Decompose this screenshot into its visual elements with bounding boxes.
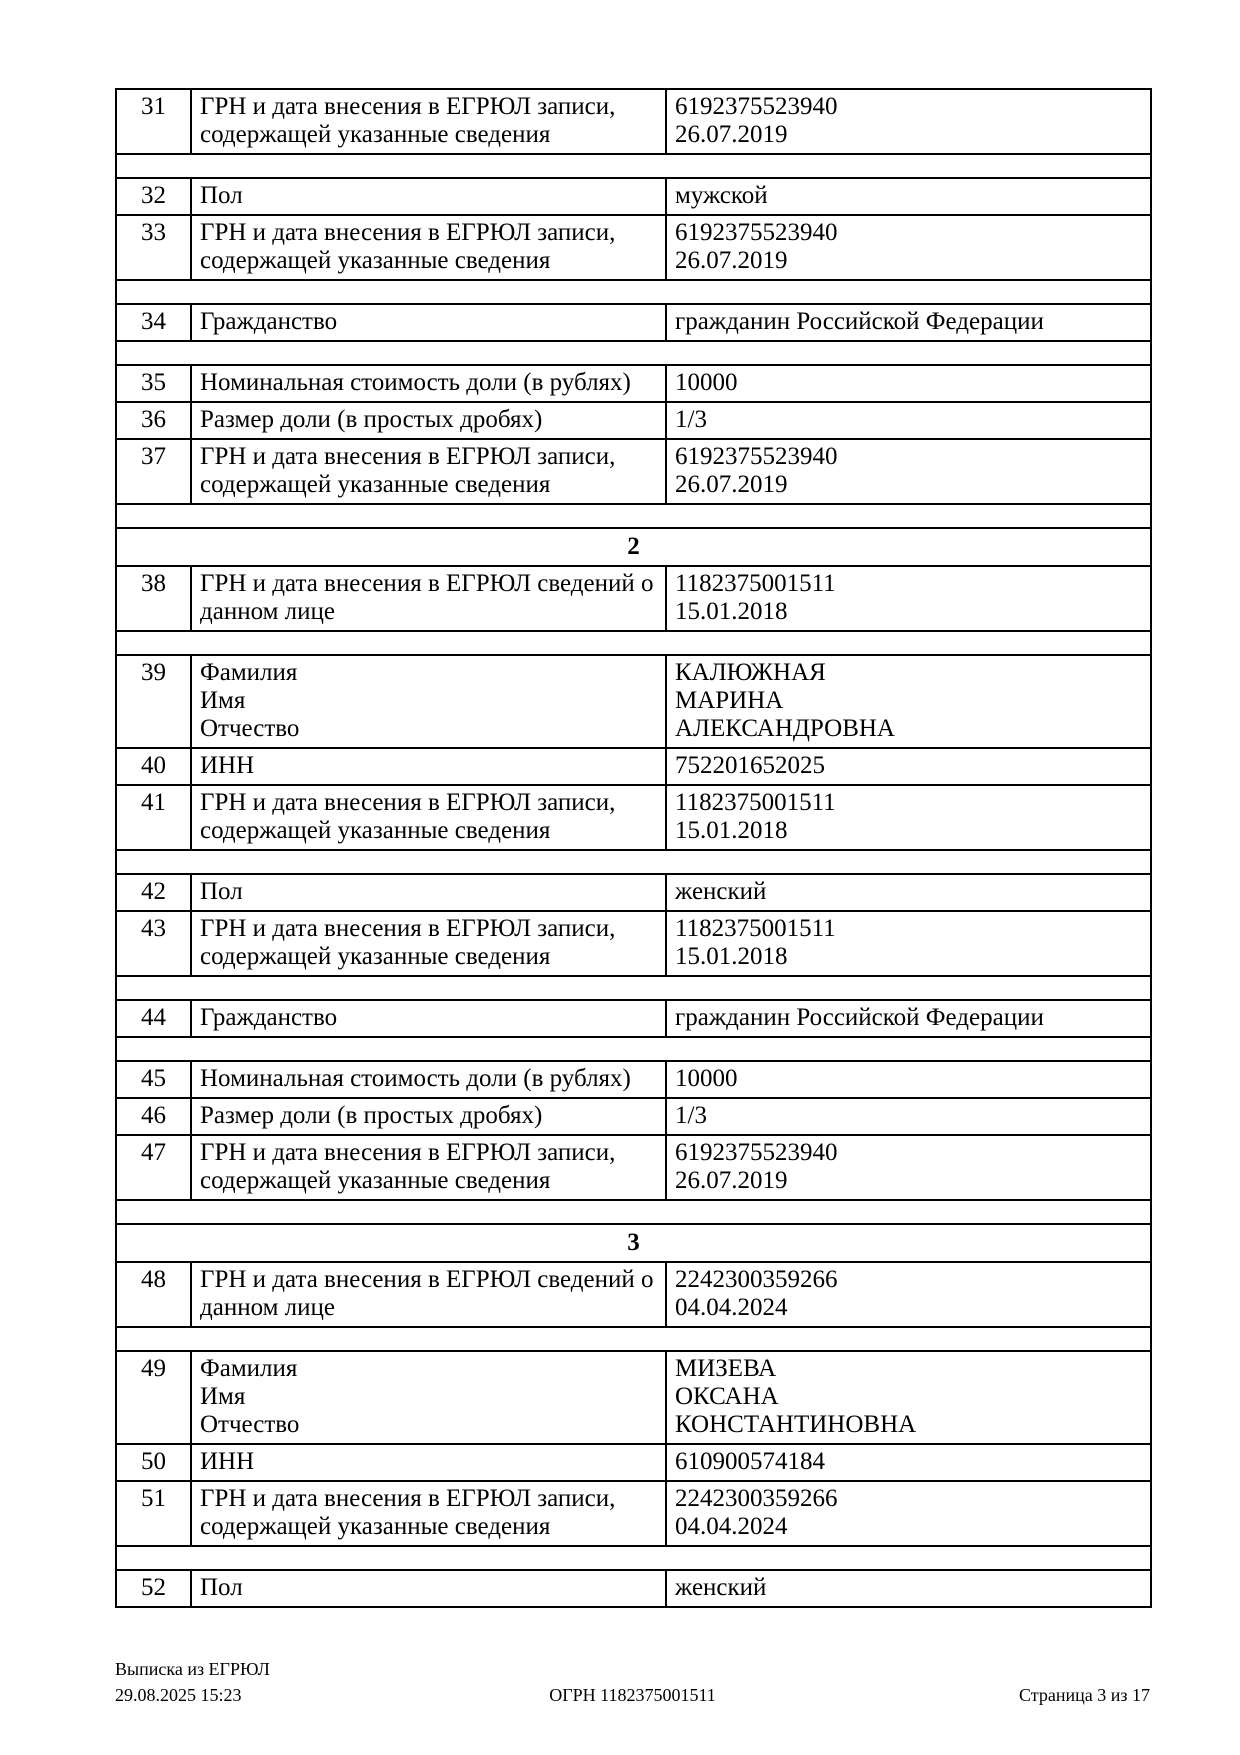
egrul-table-body [116,89,1151,1607]
field-label-line: Пол [200,182,243,209]
spacer-row [116,976,1151,1000]
field-label-line: содержащей указанные сведения [200,1513,551,1540]
field-label-line: Пол [200,878,243,905]
spacer-row [116,631,1151,655]
spacer-cell [116,976,1151,1000]
ogrn-footer: ОГРН 1182375001511 [549,1685,716,1705]
row-number: 34 [116,304,191,341]
table-row [116,1351,1151,1444]
field-value [666,911,1151,976]
field-value [666,1061,1151,1098]
row-number: 47 [116,1135,191,1200]
field-value-line: 1182375001511 [675,789,836,816]
spacer-cell [116,341,1151,365]
egrul-table [115,88,1152,1608]
field-label [191,1481,666,1546]
spacer-cell [116,1327,1151,1351]
field-label-line: Размер доли (в простых дробях) [200,406,543,433]
field-value-line: КОНСТАНТИНОВНА [675,1411,917,1438]
field-label [191,178,666,215]
page-footer [115,1656,1150,1708]
field-label [191,1262,666,1327]
field-value-line: 1182375001511 [675,570,836,597]
field-value-line: 04.04.2024 [675,1294,788,1321]
field-value-line: 26.07.2019 [675,471,788,498]
table-row [116,1000,1151,1037]
field-label-line: содержащей указанные сведения [200,943,551,970]
table-row [116,655,1151,748]
field-label-line: Фамилия [200,659,298,686]
field-value-line: 15.01.2018 [675,943,788,970]
field-label-line: Размер доли (в простых дробях) [200,1102,543,1129]
field-label-line: содержащей указанные сведения [200,247,551,274]
field-value-line: 10000 [675,1065,738,1092]
field-value [666,89,1151,154]
field-label-line: ГРН и дата внесения в ЕГРЮЛ записи, [200,443,616,470]
field-label-line: содержащей указанные сведения [200,121,551,148]
row-number: 44 [116,1000,191,1037]
row-number: 31 [116,89,191,154]
field-value [666,1481,1151,1546]
row-number: 32 [116,178,191,215]
field-label-line: ИНН [200,1448,255,1475]
group-header-row [116,1224,1151,1262]
field-value-line: 2242300359266 [675,1485,838,1512]
row-number: 45 [116,1061,191,1098]
spacer-cell [116,631,1151,655]
field-value [666,1351,1151,1444]
field-value [666,1098,1151,1135]
field-label-line: Фамилия [200,1355,298,1382]
field-label-line: Гражданство [200,308,338,335]
field-value [666,1135,1151,1200]
table-row [116,1135,1151,1200]
table-row [116,402,1151,439]
field-value-line: АЛЕКСАНДРОВНА [675,715,895,742]
field-label [191,1098,666,1135]
field-value-line: гражданин Российской Федерации [675,308,1044,335]
field-value-line: КАЛЮЖНАЯ [675,659,826,686]
field-value [666,1262,1151,1327]
field-label-line: ГРН и дата внесения в ЕГРЮЛ записи, [200,219,616,246]
field-value-line: 1/3 [675,406,707,433]
row-number: 37 [116,439,191,504]
group-number: 2 [116,528,1151,566]
row-number: 48 [116,1262,191,1327]
field-label-line: ИНН [200,752,255,779]
field-value-line: МИЗЕВА [675,1355,777,1382]
row-number: 51 [116,1481,191,1546]
field-label-line: ГРН и дата внесения в ЕГРЮЛ записи, [200,915,616,942]
group-header-row [116,528,1151,566]
field-label-line: данном лице [200,598,335,625]
field-value-line: 15.01.2018 [675,598,788,625]
field-value-line: гражданин Российской Федерации [675,1004,1044,1031]
table-row [116,1481,1151,1546]
table-row [116,1061,1151,1098]
spacer-row [116,341,1151,365]
field-label [191,365,666,402]
table-row [116,1098,1151,1135]
field-label [191,748,666,785]
field-value-line: 6192375523940 [675,1139,838,1166]
field-label [191,439,666,504]
table-row [116,911,1151,976]
spacer-row [116,504,1151,528]
table-row [116,365,1151,402]
field-value [666,785,1151,850]
table-row [116,178,1151,215]
field-label-line: Пол [200,1574,243,1601]
field-label-line: Отчество [200,715,300,742]
table-row [116,1570,1151,1607]
field-value-line: 6192375523940 [675,93,838,120]
spacer-row [116,280,1151,304]
field-label-line: Имя [200,1383,246,1410]
row-number: 46 [116,1098,191,1135]
field-value [666,439,1151,504]
field-value-line: женский [675,1574,767,1601]
field-label [191,1444,666,1481]
spacer-row [116,154,1151,178]
field-label [191,655,666,748]
table-row [116,1262,1151,1327]
field-label-line: содержащей указанные сведения [200,471,551,498]
field-value-line: МАРИНА [675,687,784,714]
row-number: 41 [116,785,191,850]
spacer-cell [116,1037,1151,1061]
field-value [666,566,1151,631]
field-label [191,1135,666,1200]
field-value [666,1570,1151,1607]
field-label [191,1000,666,1037]
document-title: Выписка из ЕГРЮЛ [115,1659,270,1679]
field-label-line: ГРН и дата внесения в ЕГРЮЛ сведений о [200,1266,654,1293]
field-value-line: 610900574184 [675,1448,825,1475]
table-row [116,89,1151,154]
page-indicator: Страница 3 из 17 [1019,1685,1150,1705]
spacer-cell [116,504,1151,528]
field-label [191,402,666,439]
row-number: 38 [116,566,191,631]
field-label-line: Гражданство [200,1004,338,1031]
field-label-line: Отчество [200,1411,300,1438]
row-number: 52 [116,1570,191,1607]
field-value-line: 04.04.2024 [675,1513,788,1540]
field-value-line: 26.07.2019 [675,247,788,274]
table-row [116,748,1151,785]
spacer-cell [116,1546,1151,1570]
table-row [116,1444,1151,1481]
field-value-line: женский [675,878,767,905]
field-value-line: 6192375523940 [675,219,838,246]
table-row [116,439,1151,504]
field-value-line: ОКСАНА [675,1383,779,1410]
generation-timestamp: 29.08.2025 15:23 [115,1685,242,1705]
field-value-line: 6192375523940 [675,443,838,470]
field-value-line: 26.07.2019 [675,1167,788,1194]
field-value-line: 2242300359266 [675,1266,838,1293]
spacer-row [116,1037,1151,1061]
field-label-line: Номинальная стоимость доли (в рублях) [200,1065,631,1092]
field-value [666,402,1151,439]
field-value [666,1000,1151,1037]
field-label [191,911,666,976]
row-number: 35 [116,365,191,402]
row-number: 40 [116,748,191,785]
field-value [666,215,1151,280]
field-label [191,1351,666,1444]
table-row [116,566,1151,631]
table-row [116,304,1151,341]
field-label [191,874,666,911]
field-value-line: 15.01.2018 [675,817,788,844]
field-value-line: 752201652025 [675,752,825,779]
spacer-row [116,850,1151,874]
field-value [666,178,1151,215]
field-value [666,874,1151,911]
field-label [191,566,666,631]
field-value-line: 26.07.2019 [675,121,788,148]
field-value-line: мужской [675,182,768,209]
field-label [191,304,666,341]
spacer-row [116,1327,1151,1351]
field-label-line: ГРН и дата внесения в ЕГРЮЛ записи, [200,93,616,120]
row-number: 49 [116,1351,191,1444]
table-row [116,785,1151,850]
spacer-cell [116,280,1151,304]
table-row [116,874,1151,911]
row-number: 36 [116,402,191,439]
field-label-line: содержащей указанные сведения [200,1167,551,1194]
row-number: 50 [116,1444,191,1481]
field-label-line: ГРН и дата внесения в ЕГРЮЛ сведений о [200,570,654,597]
spacer-cell [116,154,1151,178]
field-label [191,215,666,280]
row-number: 39 [116,655,191,748]
row-number: 33 [116,215,191,280]
field-label-line: Номинальная стоимость доли (в рублях) [200,369,631,396]
field-label-line: данном лице [200,1294,335,1321]
spacer-row [116,1546,1151,1570]
field-label [191,1061,666,1098]
field-value [666,1444,1151,1481]
footer-info-row [115,1682,1150,1708]
field-value [666,365,1151,402]
row-number: 43 [116,911,191,976]
field-label-line: ГРН и дата внесения в ЕГРЮЛ записи, [200,789,616,816]
table-row [116,215,1151,280]
group-number: 3 [116,1224,1151,1262]
spacer-row [116,1200,1151,1224]
field-value-line: 10000 [675,369,738,396]
field-label [191,89,666,154]
field-label [191,785,666,850]
field-label [191,1570,666,1607]
field-label-line: Имя [200,687,246,714]
spacer-cell [116,850,1151,874]
spacer-cell [116,1200,1151,1224]
field-value [666,655,1151,748]
field-value [666,304,1151,341]
row-number: 42 [116,874,191,911]
field-value-line: 1182375001511 [675,915,836,942]
field-label-line: содержащей указанные сведения [200,817,551,844]
field-value-line: 1/3 [675,1102,707,1129]
field-label-line: ГРН и дата внесения в ЕГРЮЛ записи, [200,1139,616,1166]
field-label-line: ГРН и дата внесения в ЕГРЮЛ записи, [200,1485,616,1512]
field-value [666,748,1151,785]
